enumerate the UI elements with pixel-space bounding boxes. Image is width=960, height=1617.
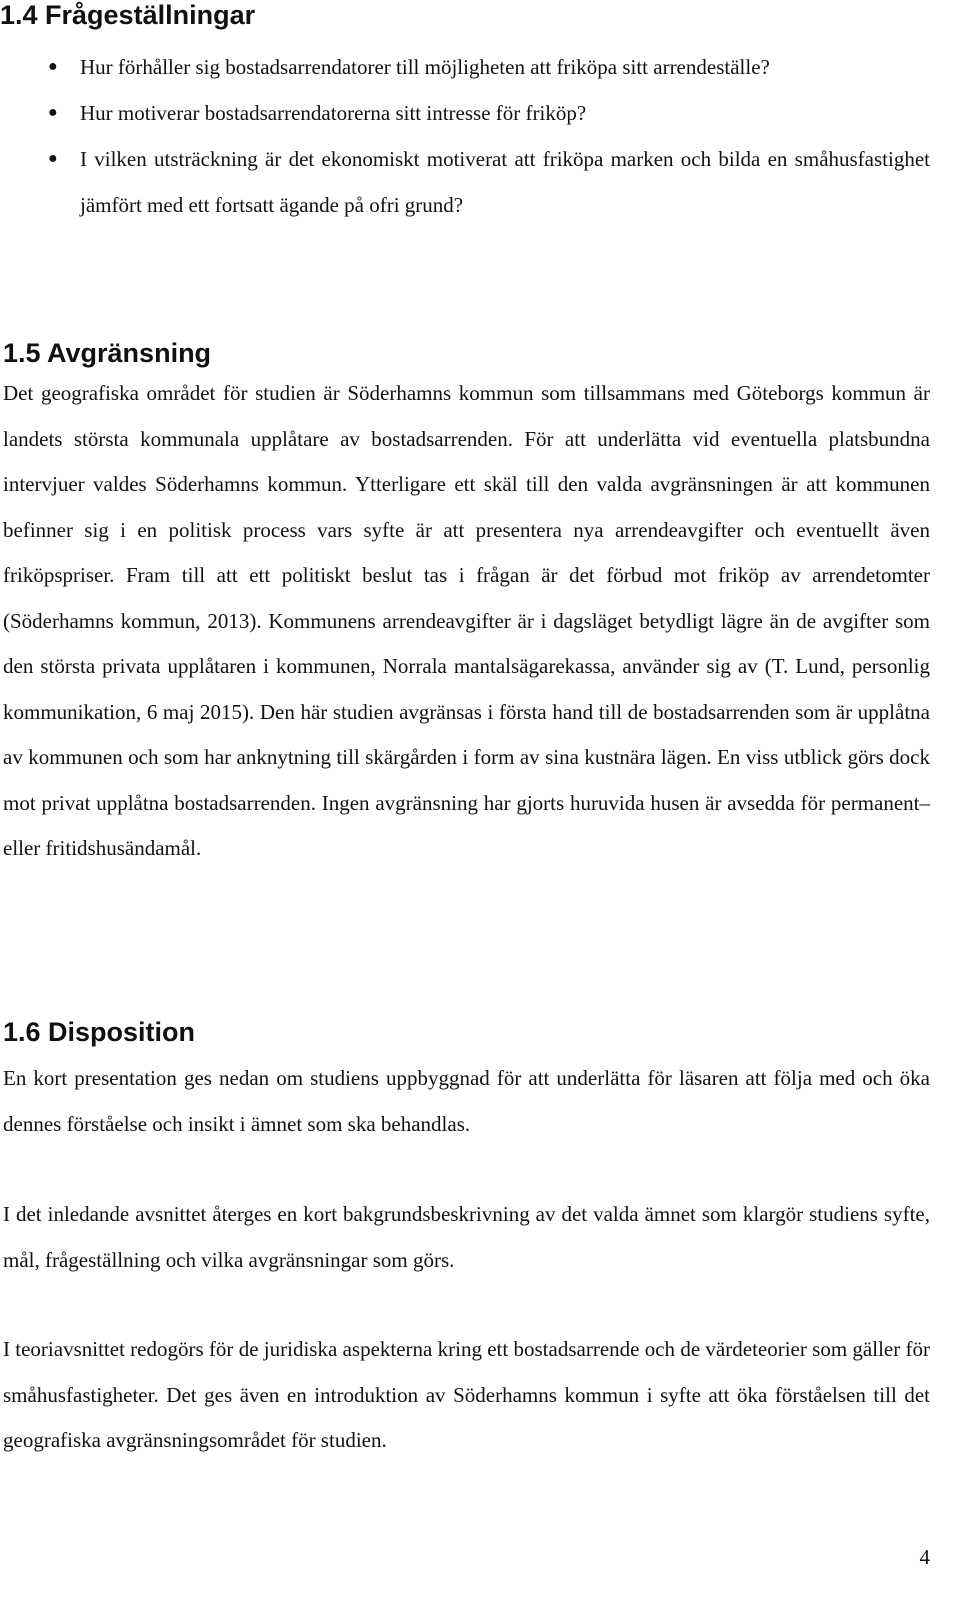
section-heading-fragestallningar: 1.4 Frågeställningar xyxy=(0,0,256,30)
bullet-icon: ● xyxy=(48,104,58,121)
list-item xyxy=(0,90,930,136)
section-heading-avgransning: 1.5 Avgränsning xyxy=(3,338,212,368)
question-text: Hur förhåller sig bostadsarrendatorer till möjligheten att friköpa sitt arrendeställe? xyxy=(80,55,770,79)
section-heading-disposition: 1.6 Disposition xyxy=(3,1017,196,1047)
question-text: Hur motiverar bostadsarrendatorerna sitt intresse för friköp? xyxy=(80,101,587,125)
question-list xyxy=(0,44,930,228)
disposition-paragraph: I teoriavsnittet redogörs för de juridiska aspekterna kring ett bostadsarrende och de värdeteorier som gäller för småhusfastigheter. Det ges även en introduktion av Söderhamns kommun i syfte att öka förståelsen till det geografiska avgränsningsområdet för studien. xyxy=(3,1337,930,1452)
bullet-icon: ● xyxy=(48,150,58,167)
list-item xyxy=(0,136,930,228)
list-item xyxy=(0,44,930,90)
question-text: I vilken utsträckning är det ekonomiskt motiverat att friköpa marken och bilda en småhusfastighet jämfört med ett fortsatt ägande på ofri grund? xyxy=(80,147,930,217)
avgransning-paragraph: Det geografiska området för studien är Söderhamns kommun som tillsammans med Göteborgs kommun är landets största kommunala upplåtare av bostadsarrenden. För att underlätta vid eventuella platsbundna intervjuer valdes Söderhamns kommun. Ytterligare ett skäl till den valda avgränsningen är att kommunen befinner sig i en politisk process vars syfte är att presentera nya arrendeavgifter och eventuellt även friköpspriser. Fram till att ett politiskt beslut tas i frågan är det förbud mot friköp av arrendetomter (Söderhamns kommun, 2013). Kommunens arrendeavgifter är i dagsläget betydligt lägre än de avgifter som den största privata upplåtaren i kommunen, Norrala mantalsägarekassa, använder sig av (T. Lund, personlig kommunikation, 6 maj 2015). Den här studien avgränsas i första hand till de bostadsarrenden som är upplåtna av kommunen och som har anknytning till skärgården i form av sina kustnära lägen. En viss utblick görs dock mot privat upplåtna bostadsarrenden. Ingen avgränsning har gjorts huruvida husen är avsedda för permanent– eller fritidshusändamål. xyxy=(3,381,930,860)
bullet-icon: ● xyxy=(48,58,58,75)
disposition-paragraph: I det inledande avsnittet återges en kort bakgrundsbeskrivning av det valda ämnet som klargör studiens syfte, mål, frågeställning och vilka avgränsningar som görs. xyxy=(3,1202,930,1272)
page-number: 4 xyxy=(919,1545,930,1569)
disposition-paragraph: En kort presentation ges nedan om studiens uppbyggnad för att underlätta för läsaren att följa med och öka dennes förståelse och insikt i ämnet som ska behandlas. xyxy=(3,1066,930,1136)
